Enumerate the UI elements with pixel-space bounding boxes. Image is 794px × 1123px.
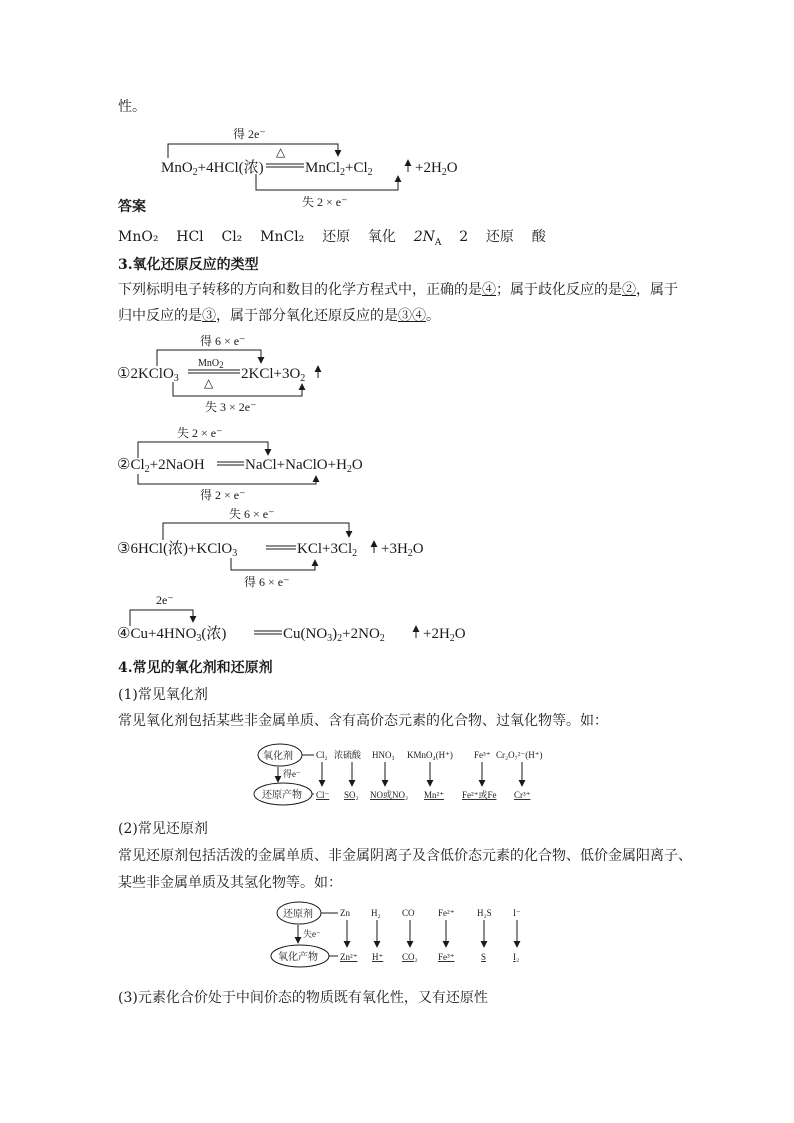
reductant-bottom-2: CO₂ [402, 952, 418, 962]
eq2-top-label: 失 2 × e⁻ [177, 426, 223, 440]
reductant-top-3: Fe²⁺ [438, 908, 455, 918]
oxidant-bottom-oval: 还原产物 [262, 790, 302, 801]
oxidant-bottom-3: Mn²⁺ [424, 790, 444, 800]
section4-desc2-line1: 常见还原剂包括活泼的金属单质、非金属阴离子及含低价态元素的化合物、低价金属阳离子、 [118, 848, 692, 864]
oxidant-top-0: Cl₂ [316, 750, 328, 760]
reductant-top-4: H₂S [477, 908, 492, 918]
oxidant-arrow-label: 得e⁻ [283, 769, 301, 779]
section3-question-line2: 归中反应的是③，属于部分氧化还原反应的是③④。 [118, 308, 440, 324]
section4-title: 4.常见的氧化剂和还原剂 [118, 660, 273, 676]
eq3-text-b: KCl+3Cl [297, 541, 353, 557]
eq1-loss-label: 失 3 × 2e⁻ [205, 400, 257, 414]
eq0-loss-label: 失 2 × e⁻ [302, 195, 348, 209]
reductant-bottom-1: H⁺ [372, 952, 384, 962]
section4-desc2-line2: 某些非金属单质及其氢化物等。如： [118, 875, 342, 891]
oxidant-bottom-2: NO或NO₂ [370, 790, 409, 800]
eq0-p1-sub: 2 [340, 167, 346, 178]
answer-comproportion: ③ [202, 308, 216, 324]
intro-tail: 性。 [118, 99, 146, 115]
answer-item: 还原 [322, 229, 351, 245]
reductant-top-5: I⁻ [513, 908, 521, 918]
section4-sub2: (2)常见还原剂 [118, 821, 208, 837]
eq0-condition: △ [276, 145, 286, 159]
oxidant-top-3: KMnO₄(H⁺) [407, 750, 453, 760]
eq3-text-a: ③6HCl(浓)+KClO [117, 541, 233, 557]
oxidant-top-4: Fe³⁺ [474, 750, 491, 760]
eq2-text-a: ②Cl [117, 457, 145, 473]
eq0-p3-tail: O [446, 160, 458, 176]
svg-text:MnO2: MnO2 [198, 358, 224, 370]
svg-text:+2H2O: $+2H_2O$ [423, 626, 466, 644]
reductant-top-1: H₂ [371, 908, 381, 918]
section4-desc1: 常见氧化剂包括某些非金属单质、含有高价态元素的化合物、过氧化物等。如： [118, 713, 608, 729]
svg-text:KCl+3Cl2: $KCl+3Cl_2$ [297, 541, 358, 559]
eq3-top-label: 失 6 × e⁻ [229, 507, 275, 521]
eq3-bottom-label: 得 6 × e⁻ [244, 575, 290, 589]
eq4-text-f: +2H [423, 626, 450, 642]
answer-disproportion: ② [622, 282, 636, 298]
oxidant-bottom-4: Fe²⁺或Fe [462, 790, 497, 800]
oxidant-bottom-1: SO₂ [344, 790, 359, 800]
answer-na-sub: A [434, 237, 442, 248]
eq1-heat: △ [204, 376, 214, 390]
svg-text:②Cl2+2NaOH: $②Cl_2+2NaOH$ [117, 457, 205, 475]
reductant-top-2: CO [402, 908, 415, 918]
eq0-p1: MnCl [305, 160, 341, 176]
oxidant-top-oval: 氧化剂 [263, 751, 293, 762]
reductant-arrow-label: 失e⁻ [303, 929, 321, 939]
svg-text:NaCl+NaClO+H2O: $NaCl+NaClO+H_2O$ [245, 457, 363, 475]
reductant-bottom-5: I₂ [513, 952, 520, 962]
reductant-top-0: Zn [340, 908, 350, 918]
eq4-text-c: Cu(NO [283, 626, 328, 642]
oxidant-top-1: 浓硫酸 [334, 750, 362, 760]
eq2-bottom-label: 得 2 × e⁻ [200, 488, 246, 502]
eq0-r2: +4HCl(浓) [197, 160, 264, 176]
eq0-p3: +2H [415, 160, 442, 176]
answer-item: HCl [176, 229, 204, 245]
oxidant-top-2: HNO₃ [372, 750, 395, 760]
section4-sub1: (1)常见氧化剂 [118, 687, 208, 703]
eq0-p3-sub: 2 [441, 167, 447, 178]
section4-sub3: (3)元素化合价处于中间价态的物质既有氧化性，又有还原性 [118, 990, 488, 1006]
svg-text:Cu(NO3)2+2NO2: $Cu(NO_3)_2+2NO_2$ [283, 626, 385, 644]
answer-item: 氧化 [367, 229, 396, 245]
eq4-text-a: ④Cu+4HNO [117, 626, 197, 642]
svg-text:2KCl+3O2: $2KCl+3O_2$ [241, 366, 306, 384]
eq0-p2: +Cl [345, 160, 368, 176]
svg-text:+3H2O: $+3H_2O$ [381, 541, 424, 559]
oxidant-top-5: Cr₂O₇²⁻(H⁺) [496, 750, 543, 760]
eq4-label: 2e⁻ [156, 593, 174, 607]
eq1-catalyst: MnO [198, 358, 220, 369]
reductant-bottom-3: Fe³⁺ [438, 952, 455, 962]
reductant-bottom-oval: 氧化产物 [278, 952, 318, 963]
answer-item: 2 [459, 229, 469, 245]
reductant-top-oval: 还原剂 [283, 909, 313, 920]
section3-title: 3.氧化还原反应的类型 [118, 257, 259, 273]
answer-title: 答案 [118, 199, 146, 215]
eq0-gain-label: 得 2e⁻ [233, 127, 266, 141]
eq1-gain-label: 得 6 × e⁻ [200, 334, 246, 348]
eq1-text-b: 2KCl+3O [241, 366, 301, 382]
svg-text:①2KClO3: ①2KClO$_3$ [117, 366, 179, 384]
eq2-text-c: NaCl+NaClO+H [245, 457, 347, 473]
eq0-p2-sub: 2 [367, 167, 373, 178]
oxidant-bottom-5: Cr³⁺ [514, 790, 531, 800]
eq1-text-a: ①2KClO [117, 366, 174, 382]
answer-item: Cl₂ [221, 229, 243, 245]
section3-question-line1: 下列标明电子转移的方向和数目的化学方程式中，正确的是④；属于歧化反应的是②，属于 [118, 282, 678, 298]
answer-partial: ③④ [398, 308, 426, 324]
eq0-r1: MnO [161, 160, 193, 176]
reductant-bottom-4: S [481, 952, 487, 962]
svg-text:③6HCl(浓)+KClO3: ③6HCl(浓)+KClO$_3$ [117, 541, 238, 559]
answer-item: MnO₂ [118, 229, 159, 245]
reductant-bottom-0: Zn²⁺ [340, 952, 358, 962]
answer-item: 还原 [485, 229, 514, 245]
oxidant-bottom-0: Cl⁻ [316, 790, 330, 800]
answer-item: 2N [413, 229, 435, 245]
eq3-text-c: +3H [381, 541, 408, 557]
eq0-r1-sub: 2 [192, 167, 198, 178]
svg-text:④Cu+4HNO3(浓): $④Cu+4HNO_3$(浓) [117, 626, 227, 644]
answer-item: 酸 [531, 229, 546, 245]
answer-item: MnCl₂ [260, 229, 305, 245]
answer-correct: ④ [482, 282, 496, 298]
